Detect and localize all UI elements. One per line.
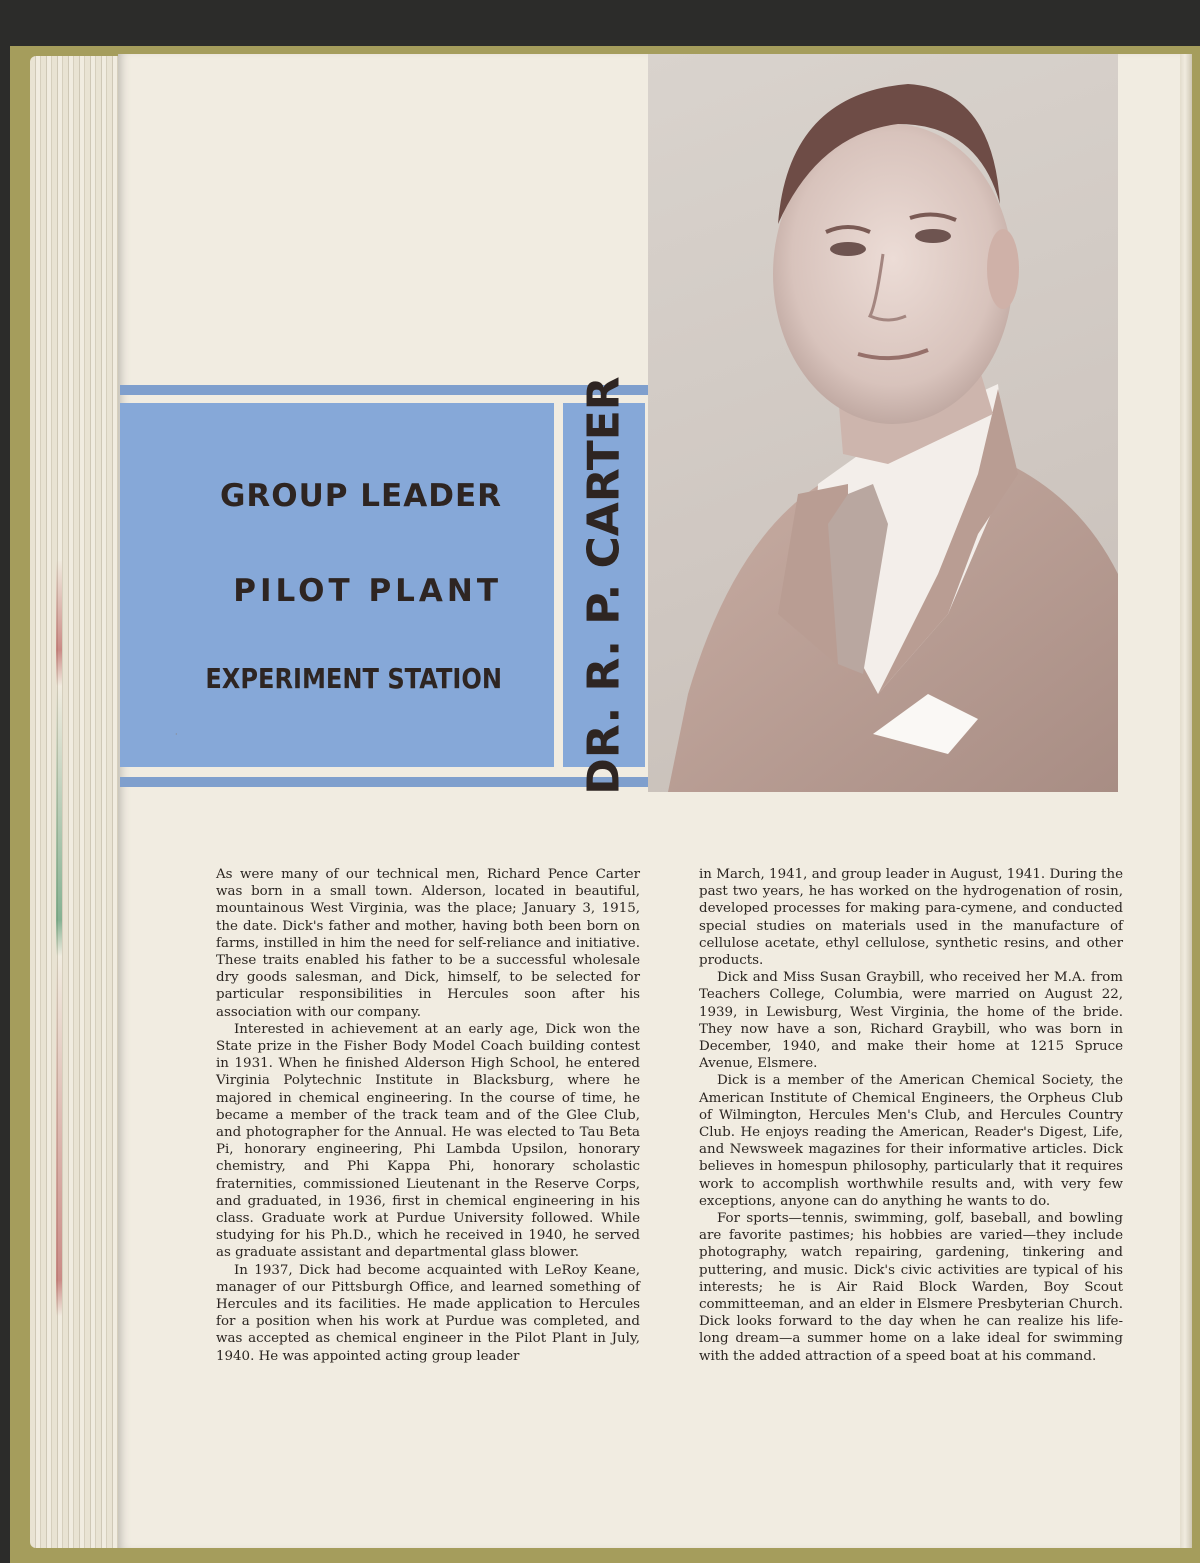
paragraph: For sports—tennis, swimming, golf, baseball, and bowling are favorite pastimes; his hobbies are varied—they include photography, watch repairing, gardening, tinkering and puttering, and music. Dick's civic activities are typical of his interests; he is Air Raid Block Warden, Boy Scout committeeman, and an elder in Elsmere Presbyterian Church. Dick looks forward to the day when he can realize his life-long dream—a summer home on a lake ideal for swimming with the added attraction of a speed boat at his command. (699, 1211, 1123, 1364)
job-title: GROUP LEADER (219, 478, 502, 514)
department: PILOT PLANT (233, 573, 502, 609)
paragraph: As were many of our technical men, Richard Pence Carter was born in a small town. Alderson, located in beautiful, mountainous West Virginia, was the place; January 3, 1915, the date. Dick's father and mother, having both been born on farms, instilled in him the need for self-reliance and initiative. These traits enabled his father to be a successful wholesale dry goods salesman, and Dick, himself, to be selected for particular responsibilities in Hercules soon after his association with our company. (216, 867, 640, 1020)
person-name-text: DR. R. P. CARTER (578, 375, 630, 795)
page-edges (30, 56, 120, 1548)
person-name (563, 375, 645, 795)
page-edge-tabs (56, 560, 62, 1460)
portrait-photo-icon (648, 54, 1118, 792)
portrait-illustration (648, 54, 1118, 792)
paragraph: In 1937, Dick had become acquainted with LeRoy Keane, manager of our Pittsburgh Office, and learned something of Hercules and its facilities. He made application to Hercules for a position when his work at Purdue was completed, and was accepted as chemical engineer in the Pilot Plant in July, 1940. He was appointed acting group leader (216, 1262, 640, 1364)
print-mark: · (175, 730, 178, 739)
article-column-1 (216, 866, 640, 1365)
location: EXPERIMENT STATION (205, 662, 502, 695)
paragraph: Dick and Miss Susan Graybill, who received her M.A. from Teachers College, Columbia, were married on August 22, 1939, in Lewisburg, West Virginia, the home of the bride. They now have a son, Richard Graybill, who was born in December, 1940, and make their home at 1215 Spruce Avenue, Elsmere. (699, 970, 1123, 1072)
title-band-bottom (120, 777, 650, 787)
paragraph: Interested in achievement at an early age, Dick won the State prize in the Fisher Body Model Coach building contest in 1931. When he finished Alderson High School, he entered Virginia Polytechnic Institute in Blacksburg, where he majored in chemical engineering. In the course of time, he became a member of the track team and of the Glee Club, and photographer for the Annual. He was elected to Tau Beta Pi, honorary engineering, Phi Lambda Upsilon, honorary chemistry, and Phi Kappa Phi, honorary scholastic fraternities, commissioned Lieutenant in the Reserve Corps, and graduated, in 1936, first in chemical engineering in his class. Graduate work at Purdue University followed. While studying for his Ph.D., which he received in 1940, he served as graduate assistant and departmental glass blower. (216, 1021, 640, 1261)
right-page-edge (1178, 54, 1192, 1548)
title-band-top (120, 385, 650, 395)
article-column-2 (699, 866, 1123, 1365)
paragraph: in March, 1941, and group leader in August, 1941. During the past two years, he has worked on the hydrogenation of rosin, developed processes for making para-cymene, and conducted special studies on materials used in the manufacture of cellulose acetate, ethyl cellulose, synthetic resins, and other products. (699, 867, 1123, 969)
paragraph: Dick is a member of the American Chemical Society, the American Institute of Chemical Engineers, the Orpheus Club of Wilmington, Hercules Men's Club, and Hercules Country Club. He enjoys reading the American, Reader's Digest, Life, and Newsweek magazines for their informative articles. Dick believes in homespun philosophy, particularly that it requires work to accomplish worthwhile results and, with very few exceptions, anyone can do anything he wants to do. (699, 1073, 1123, 1209)
